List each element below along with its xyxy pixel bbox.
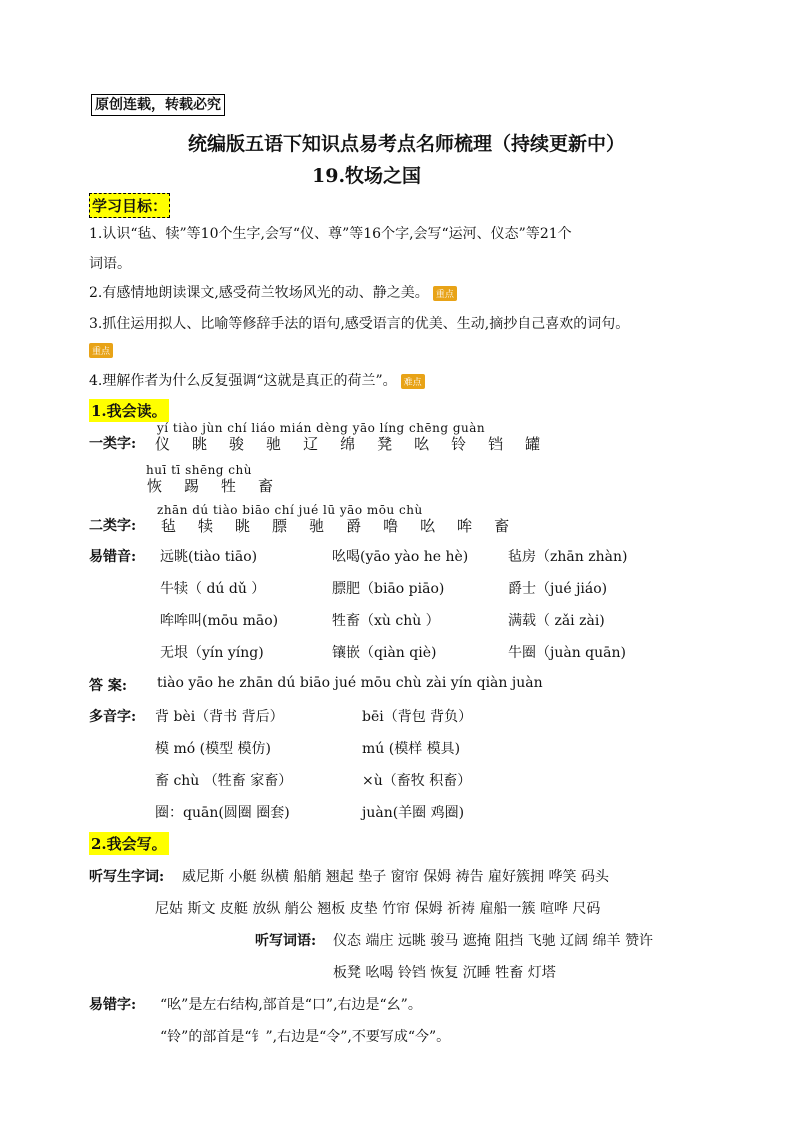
hanzi-char: 绵 [340,435,356,453]
hanzi-char: 骏 [229,435,245,453]
dictation-words-row-2: 板凳 吆喝 铃铛 恢复 沉睡 牲畜 灯塔 [333,965,556,981]
difficult-point-badge: 难点 [401,374,425,389]
page-title: 统编版五语下知识点易考点名师梳理（持续更新中） [188,133,626,155]
polyphone-item: bēi（背包 背负） [362,709,473,725]
hanzi-char: 哞 [457,517,473,535]
class1-chars-row-2 [147,475,295,496]
class1-pinyin-row-2: huī tī shēng chù [146,463,252,477]
mistake-label: 易错字: [89,997,137,1013]
hanzi-char: 驰 [309,517,325,535]
dictation-chars-row-2: 尼姑 斯文 皮艇 放纵 艄公 翘板 皮垫 竹帘 保姆 祈祷 雇船一簇 喧哗 尺码 [155,901,601,917]
polyphone-item: mú (模样 模具) [362,741,461,757]
polyphone-label: 多音字: [89,709,137,725]
polyphone-item: ×ù（畜牧 积畜） [362,773,472,789]
hanzi-char: 畜 [258,477,274,495]
goal-4 [89,370,425,390]
class1-pinyin-row-1: yí tiào jùn chí liáo mián dèng yāo líng chēng guàn [157,421,486,435]
error-pronunciation-item: 牲畜（xù chù ） [332,613,440,629]
hanzi-char: 铛 [488,435,504,453]
polyphone-item: juàn(羊圈 鸡圈) [362,805,465,821]
hanzi-char: 畜 [494,517,510,535]
hanzi-char: 恢 [147,477,163,495]
hanzi-char: 毡 [161,517,177,535]
hanzi-char: 凳 [377,435,393,453]
class2-label: 二类字: [89,518,137,534]
hanzi-char: 驰 [266,435,282,453]
error-pronunciation-item: 爵士（jué jiáo) [508,581,608,597]
dictation-words-label: 听写词语: [255,933,317,949]
error-pronunciation-item: 膘肥（biāo piāo) [332,581,445,597]
copyright-notice: 原创连载，转载必究 [91,94,225,116]
write-heading: 2.我会写。 [89,832,169,855]
error-pronunciation-item: 牛犊（ dú dǔ ） [160,581,266,597]
answer-text: tiào yāo he zhān dú biāo jué mōu chù zài yín qiàn juàn [157,675,543,691]
polyphone-item: 背 bèi（背书 背后） [155,709,284,725]
error-pronunciation-item: 哞哞叫(mōu māo) [160,613,279,629]
class2-chars [161,515,531,536]
error-pronunciation-item: 牛圈（juàn quān) [508,645,626,661]
error-pronunciation-item: 满载（ zǎi zài) [508,613,605,629]
error-pronunciation-item: 镶嵌（qiàn qiè) [332,645,437,661]
read-heading: 1.我会读。 [89,399,169,422]
goal-2 [89,282,457,302]
goal-1-line-2: 词语。 [89,256,131,272]
error-pronunciation-item: 远眺(tiào tiāo) [160,549,258,565]
hanzi-char: 踢 [184,477,200,495]
hanzi-char: 吆 [414,435,430,453]
hanzi-char: 吆 [420,517,436,535]
hanzi-char: 爵 [346,517,362,535]
hanzi-char: 牲 [221,477,237,495]
hanzi-char: 铃 [451,435,467,453]
hanzi-char: 眺 [192,435,208,453]
error-pronunciation-item: 毡房（zhān zhàn) [508,549,628,565]
goal-3: 3.抓住运用拟人、比喻等修辞手法的语句,感受语言的优美、生动,摘抄自己喜欢的词句。 [89,316,630,332]
hanzi-char: 眺 [235,517,251,535]
hanzi-char: 仪 [155,435,171,453]
hanzi-char: 膘 [272,517,288,535]
key-point-badge: 重点 [433,286,457,301]
goal-3-badge-row [89,340,113,359]
answer-label: 答 案: [89,678,128,694]
dictation-chars-row-1: 威尼斯 小艇 纵横 船艄 翘起 垫子 窗帘 保姆 祷告 雇好簇拥 哗笑 码头 [182,869,609,885]
lesson-title: 19.牧场之国 [312,165,422,187]
polyphone-item: 圈：quān(圆圈 圈套) [155,805,290,821]
mistake-note-1: “吆”是左右结构,部首是“口”,右边是“幺”。 [160,997,422,1013]
goals-heading: 学习目标： [89,193,170,218]
error-pronunciation-item: 无垠（yín yíng) [160,645,264,661]
hanzi-char: 噜 [383,517,399,535]
errors-label: 易错音: [89,549,137,565]
error-pronunciation-item: 吆喝(yāo yào he hè) [332,549,469,565]
class1-chars-row-1 [155,433,562,454]
hanzi-char: 犊 [198,517,214,535]
mistake-note-2: “铃”的部首是“钅”,右边是“令”,不要写成“今”。 [160,1029,451,1045]
goal-1-line-1: 1.认识“毡、犊”等10个生字,会写“仪、尊”等16个字,会写“运河、仪态”等21个 [89,226,572,242]
dictation-words-row-1: 仪态 端庄 远眺 骏马 遮掩 阻挡 飞驰 辽阔 绵羊 赞许 [333,933,654,949]
polyphone-item: 畜 chù （牲畜 家畜） [155,773,293,789]
hanzi-char: 辽 [303,435,319,453]
dictation-chars-label: 听写生字词: [89,869,165,885]
class2-pinyin: zhān dú tiào biāo chí jué lū yāo mōu chù [157,503,423,517]
polyphone-item: 模 mó (模型 模仿) [155,741,271,757]
class1-label: 一类字: [89,436,137,452]
goal-4-text: 4.理解作者为什么反复强调“这就是真正的荷兰”。 [89,373,397,389]
goal-2-text: 2.有感情地朗读课文,感受荷兰牧场风光的动、静之美。 [89,285,429,301]
hanzi-char: 罐 [525,435,541,453]
key-point-badge: 重点 [89,343,113,358]
